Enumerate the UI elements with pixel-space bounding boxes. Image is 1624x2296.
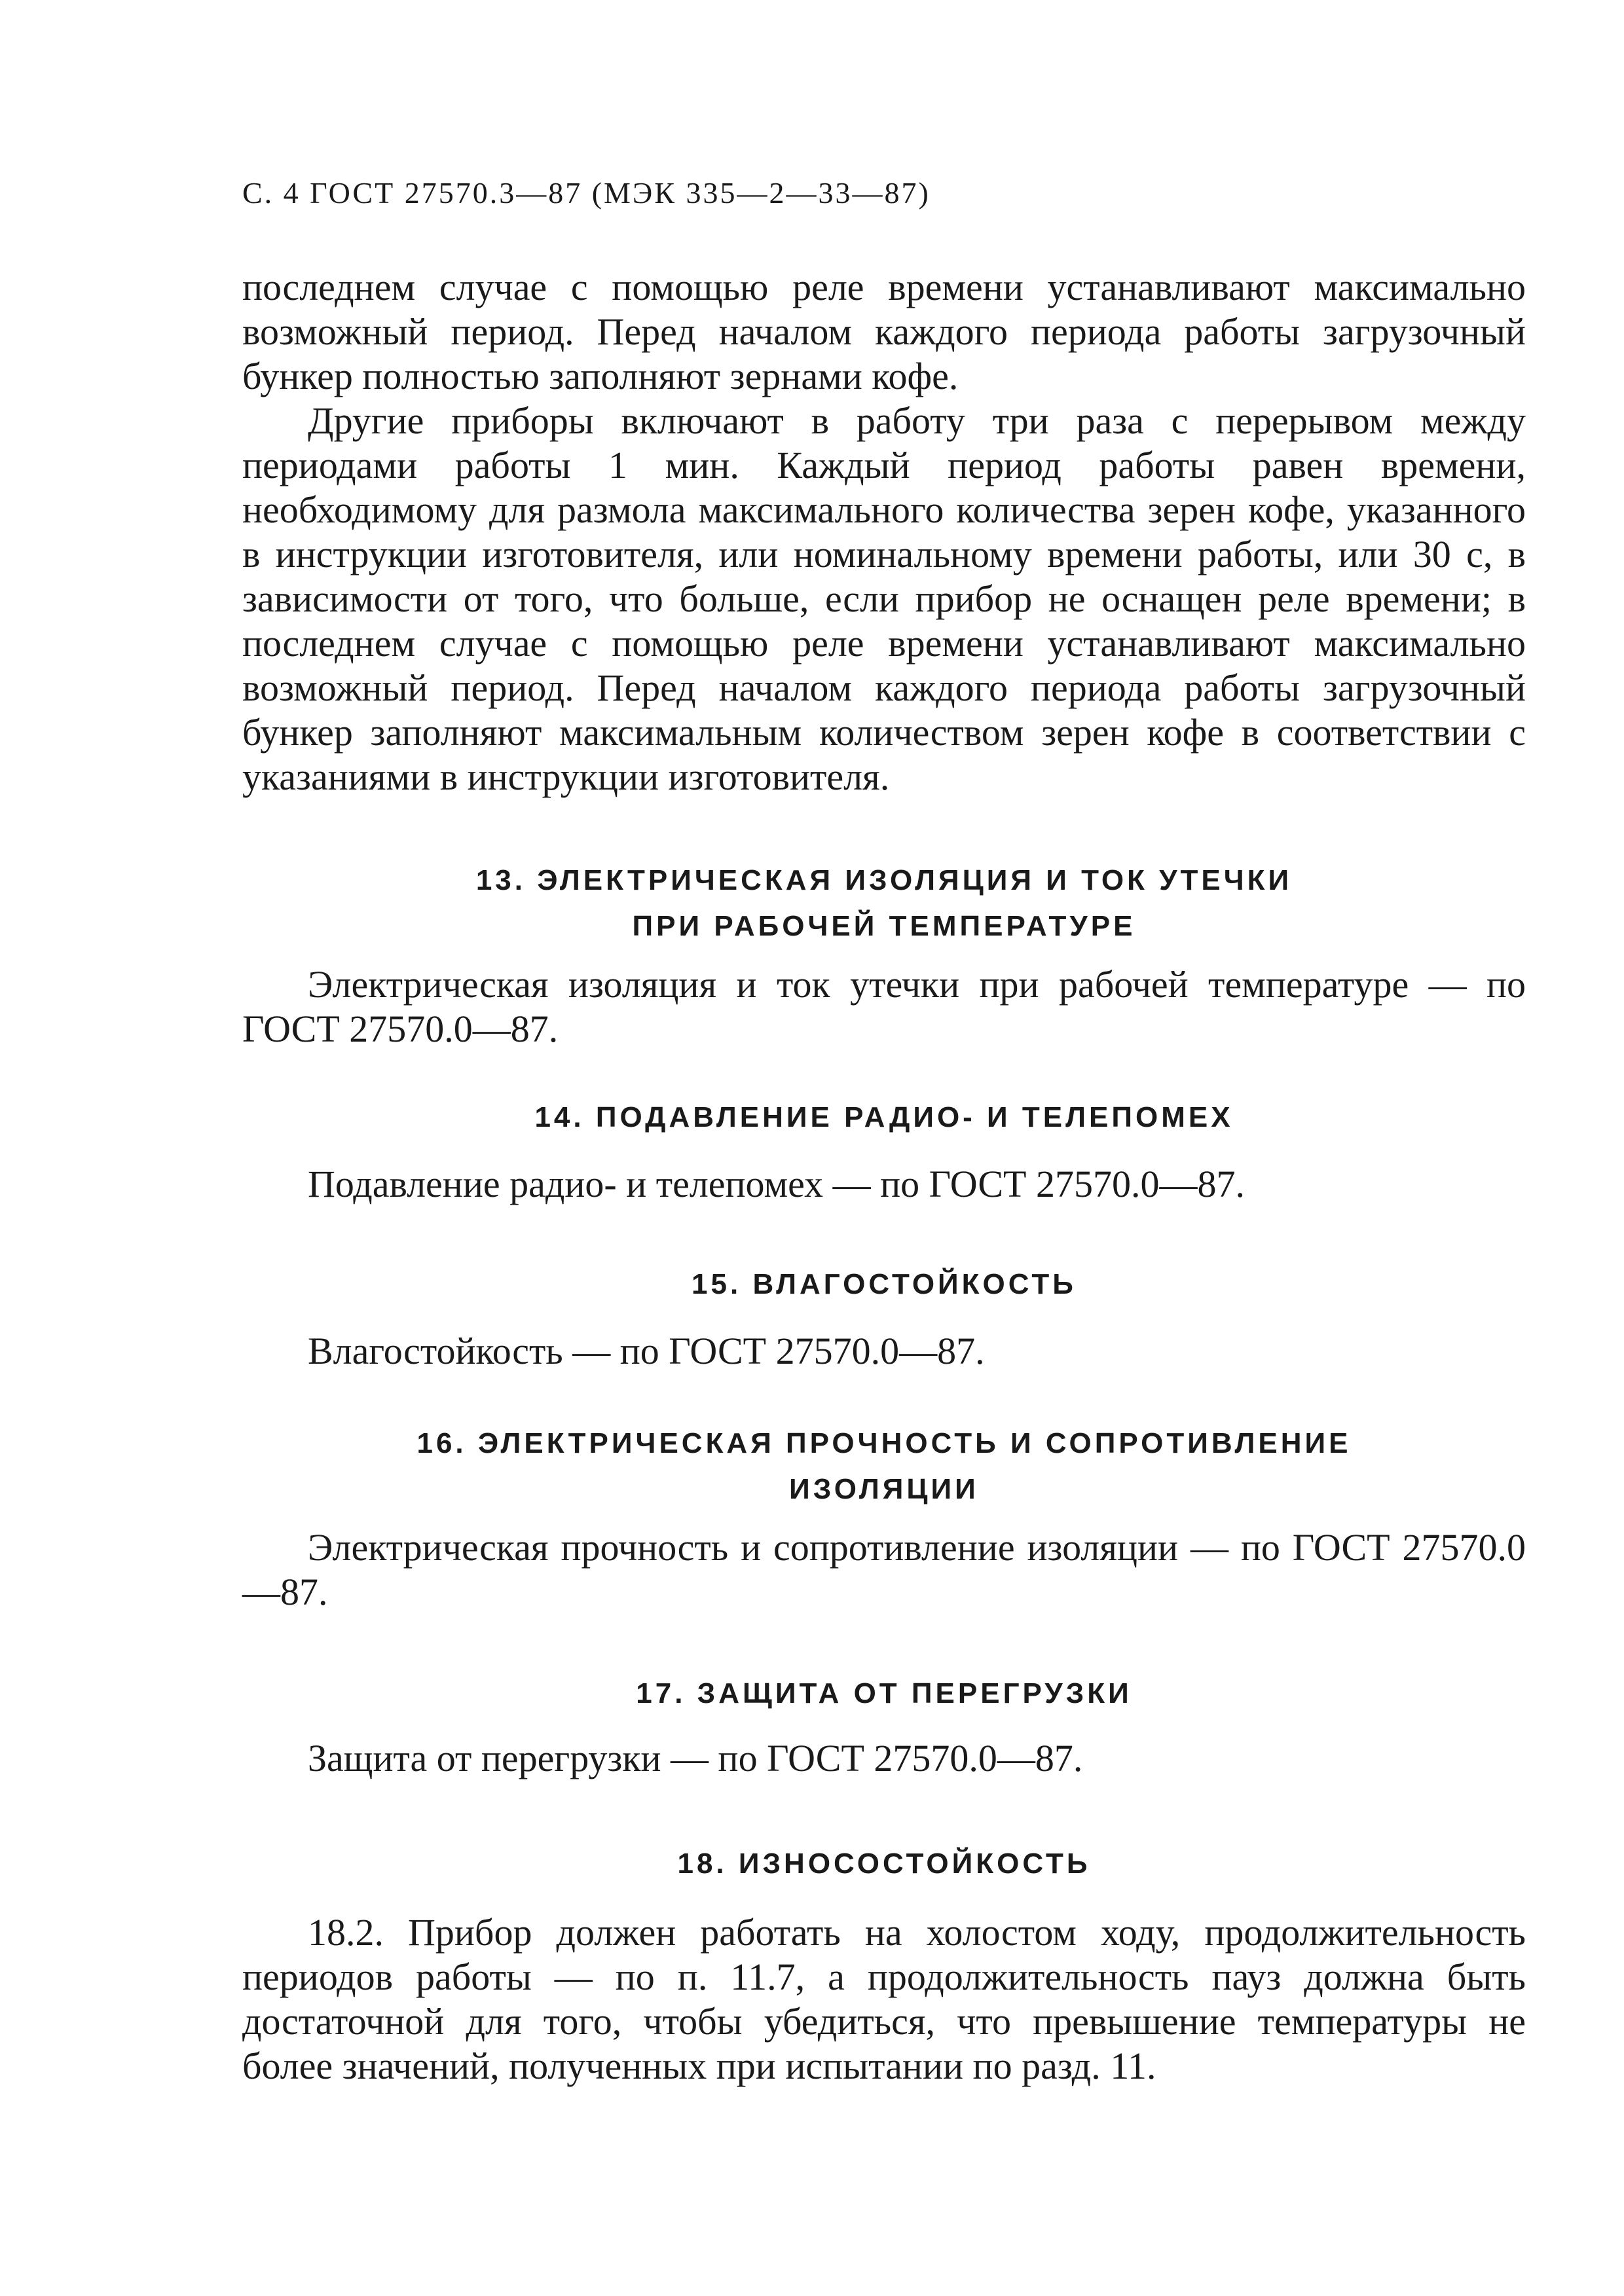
- section-13-heading-line-1: 13. ЭЛЕКТРИЧЕСКАЯ ИЗОЛЯЦИЯ И ТОК УТЕЧКИ: [475, 864, 1293, 896]
- section-18-body: 18.2. Прибор должен работать на холостом ходу, продолжительность периодов работы — по п. 11.7, а продолжительность пауз должна быть достаточной для того, чтобы убедиться, что превышение температуры не более значений, полученных при испытании по разд. 11.: [242, 1911, 1526, 2087]
- section-16-heading-line-2: ИЗОЛЯЦИИ: [789, 1473, 979, 1505]
- section-15-body: Влагостойкость — по ГОСТ 27570.0—87.: [308, 1330, 985, 1372]
- section-18-heading: 18. ИЗНОСОСТОЙКОСТЬ: [677, 1848, 1091, 1880]
- paragraph-continuation: последнем случае с помощью реле времени устанавливают максимально возможный период. Перед началом каждого периода работы загрузочный бункер полностью заполняют зернами кофе.: [242, 266, 1526, 397]
- section-15-heading: 15. ВЛАГОСТОЙКОСТЬ: [692, 1268, 1077, 1300]
- section-14-heading: 14. ПОДАВЛЕНИЕ РАДИО- И ТЕЛЕПОМЕХ: [534, 1101, 1234, 1133]
- section-13-body: Электрическая изоляция и ток утечки при рабочей температуре — по ГОСТ 27570.0—87.: [242, 963, 1526, 1050]
- section-13-heading-line-2: ПРИ РАБОЧЕЙ ТЕМПЕРАТУРЕ: [632, 910, 1136, 942]
- section-16-body: Электрическая прочность и сопротивление изоляции — по ГОСТ 27570.0—87.: [242, 1526, 1526, 1613]
- section-16-heading: [242, 1421, 1526, 1512]
- paragraph-other-devices: Другие приборы включают в работу три раза с перерывом между периодами работы 1 мин. Каждый период работы равен времени, необходимому для размола максимального количества зерен кофе, указанного в инструкции изготовителя, или номинальному времени работы, или 30 с, в зависимости от того, что больше, если прибор не оснащен реле времени; в последнем случае с помощью реле времени устанавливают максимально возможный период. Перед началом каждого периода работы загрузочный бункер заполняют максимальным количеством зерен кофе в соответствии с указаниями в инструкции изготовителя.: [242, 399, 1526, 798]
- section-17-heading: 17. ЗАЩИТА ОТ ПЕРЕГРУЗКИ: [636, 1677, 1132, 1709]
- section-16-heading-line-1: 16. ЭЛЕКТРИЧЕСКАЯ ПРОЧНОСТЬ И СОПРОТИВЛЕНИЕ: [416, 1427, 1352, 1459]
- running-header: С. 4 ГОСТ 27570.3—87 (МЭК 335—2—33—87): [242, 176, 931, 210]
- section-14-body: Подавление радио- и телепомех — по ГОСТ 27570.0—87.: [308, 1163, 1245, 1205]
- section-17-body: Защита от перегрузки — по ГОСТ 27570.0—87.: [308, 1737, 1083, 1779]
- section-13-heading: [242, 858, 1526, 949]
